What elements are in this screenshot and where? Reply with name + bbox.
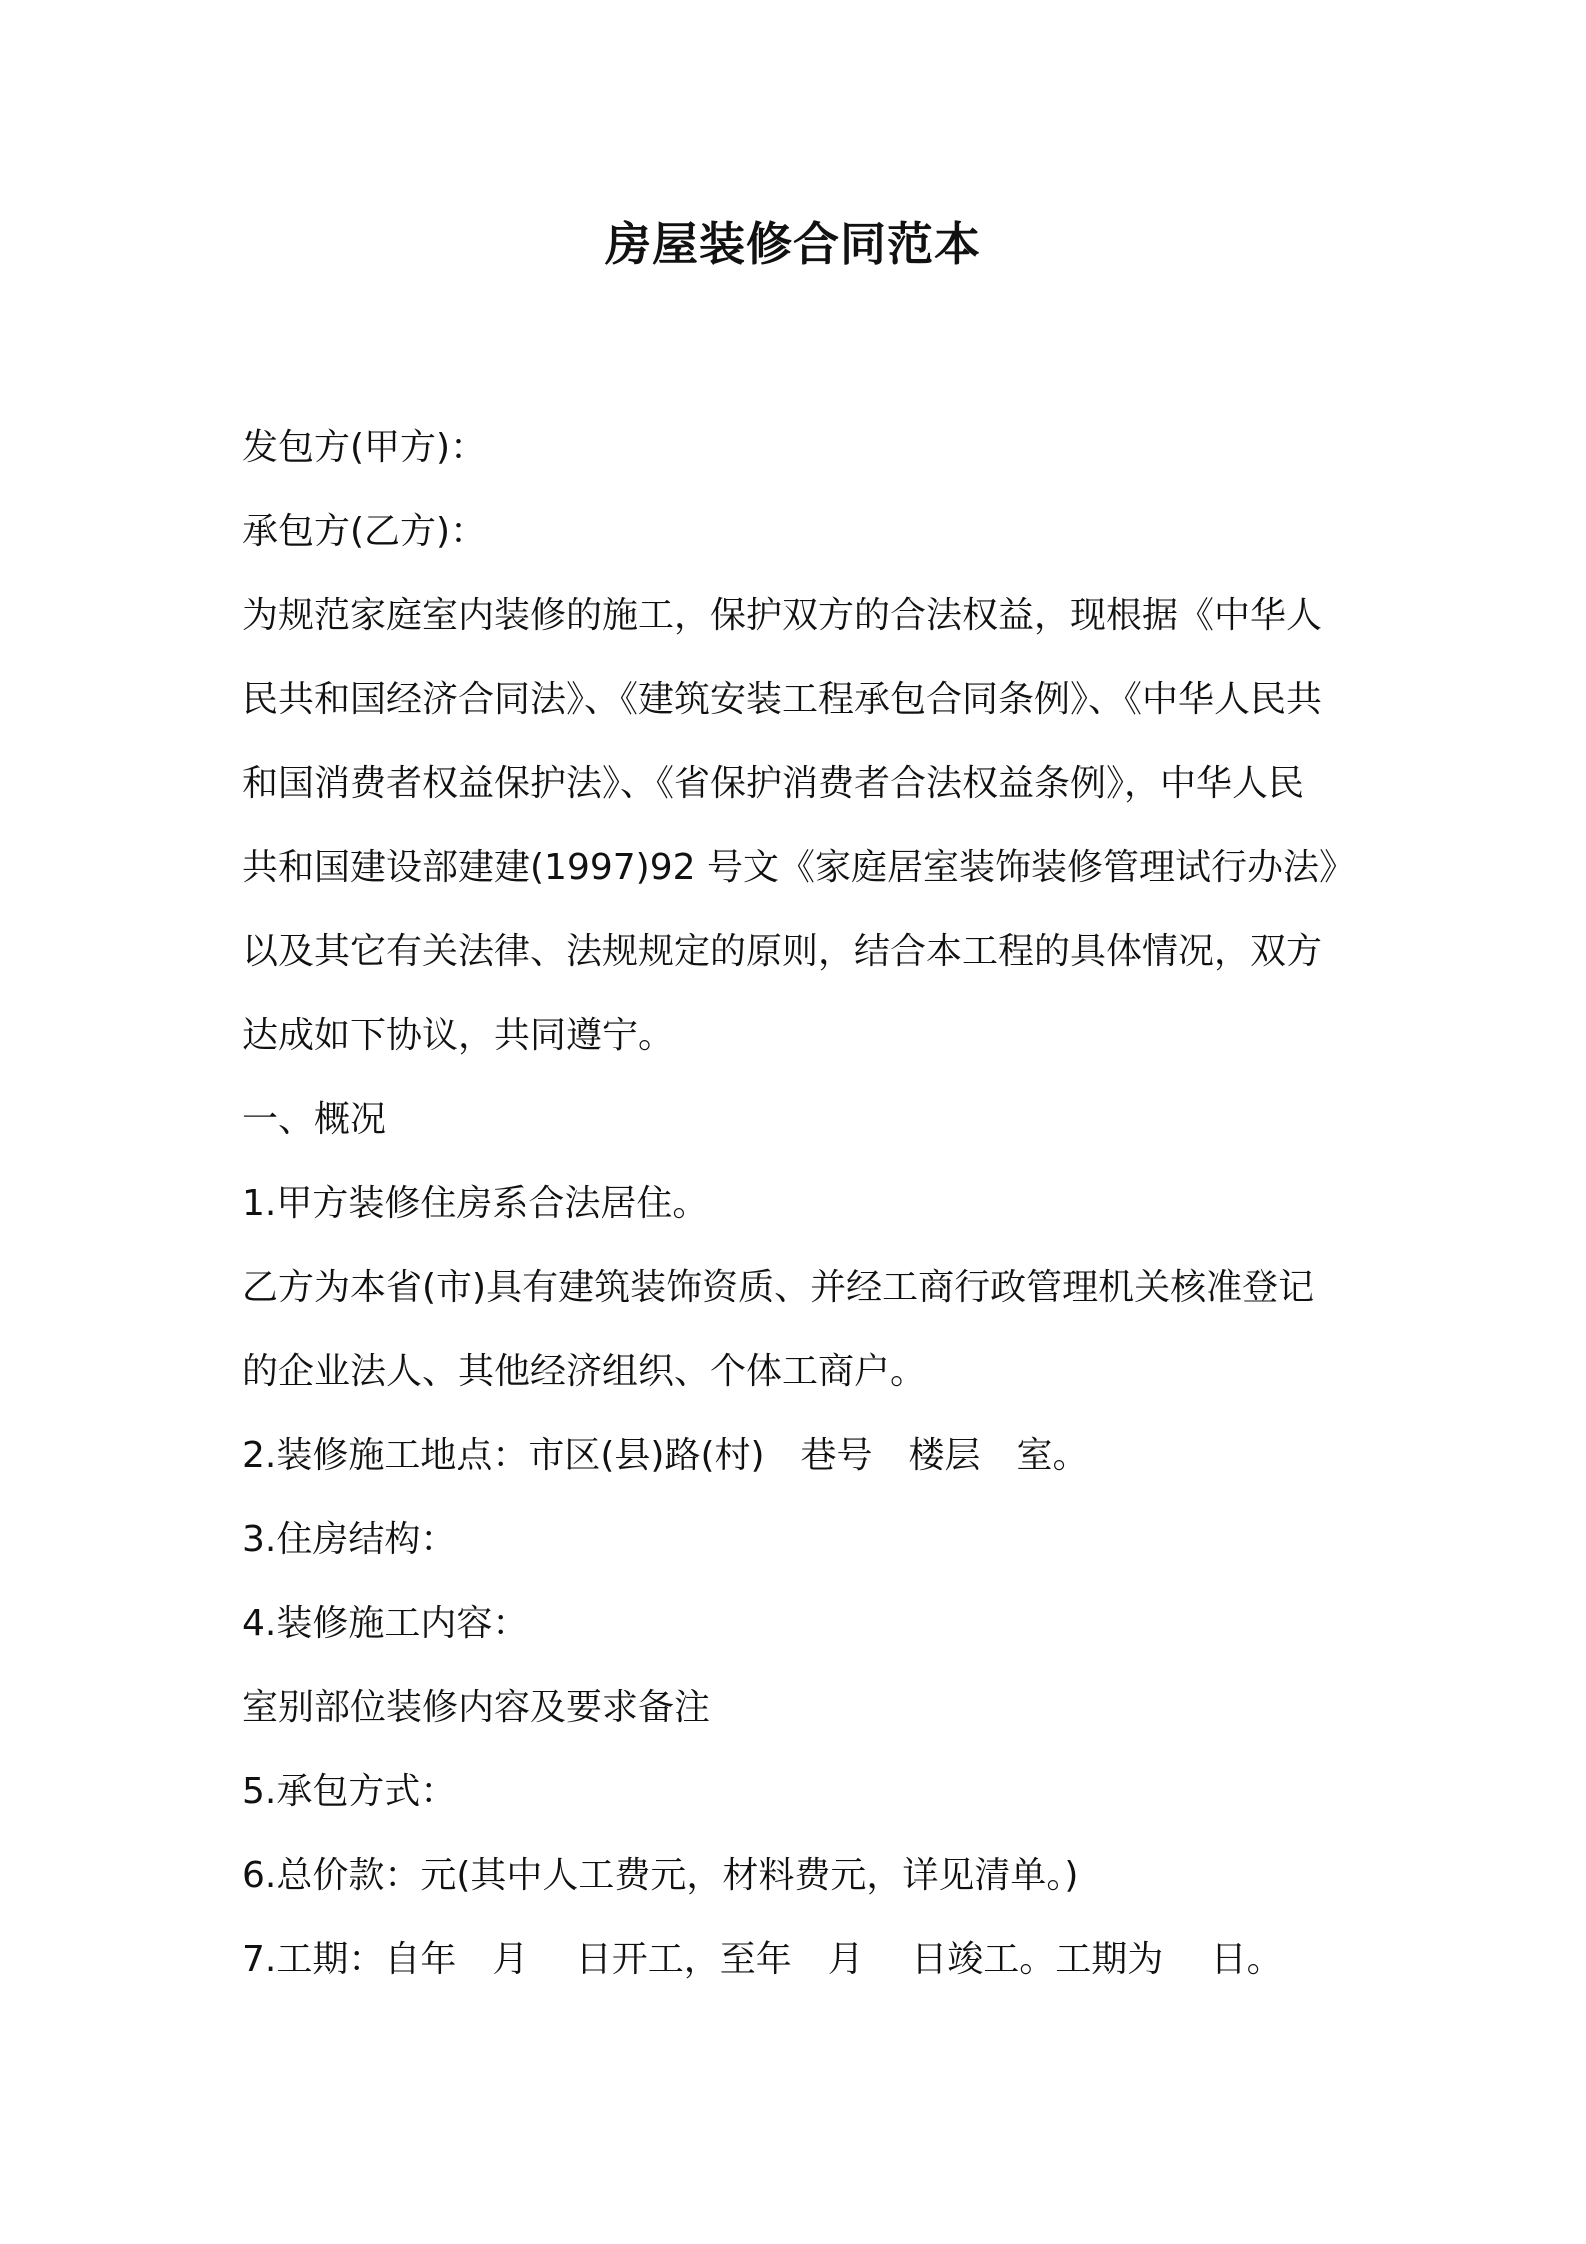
clause-6-line: 6.总价款：元(其中人工费元，材料费元，详见清单。): [242, 1855, 1079, 1896]
clause-1-detail-line-1: 乙方为本省(市)具有建筑装饰资质、并经工商行政管理机关核准登记: [242, 1267, 1315, 1308]
preamble-line-3: 和国消费者权益保护法》、《省保护消费者合法权益条例》，中华人民: [242, 763, 1305, 804]
clause-5-line: 5.承包方式：: [242, 1771, 457, 1812]
preamble-line-6: 达成如下协议，共同遵宁。: [242, 1015, 675, 1056]
preamble-line-2: 民共和国经济合同法》、《建筑安装工程承包合同条例》、《中华人民共: [242, 679, 1323, 720]
clause-2-line: 2.装修施工地点：市区(县)路(村) 巷号 楼层 室。: [242, 1435, 1089, 1476]
section-heading-overview: 一、概况: [242, 1099, 387, 1140]
document-title: 房屋装修合同范本: [605, 217, 981, 271]
party-b-line: 承包方(乙方)：: [242, 511, 487, 552]
clause-1-detail-line-2: 的企业法人、其他经济组织、个体工商户。: [242, 1351, 927, 1392]
preamble-line-4: 共和国建设部建建(1997)92 号文《家庭居室装饰装修管理试行办法》: [242, 847, 1355, 888]
clause-4-detail-line: 室别部位装修内容及要求备注: [242, 1687, 711, 1728]
document-body: [242, 406, 1362, 2002]
clause-7-line: 7.工期：自年 月 日开工，至年 月 日竣工。工期为 日。: [242, 1939, 1283, 1980]
clause-3-line: 3.住房结构：: [242, 1519, 457, 1560]
preamble-line-1: 为规范家庭室内装修的施工，保护双方的合法权益，现根据《中华人: [242, 595, 1323, 636]
party-a-line: 发包方(甲方)：: [242, 427, 487, 468]
preamble-line-5: 以及其它有关法律、法规规定的原则，结合本工程的具体情况，双方: [242, 931, 1323, 972]
clause-4-line: 4.装修施工内容：: [242, 1603, 529, 1644]
clause-1-line: 1.甲方装修住房系合法居住。: [242, 1183, 709, 1224]
